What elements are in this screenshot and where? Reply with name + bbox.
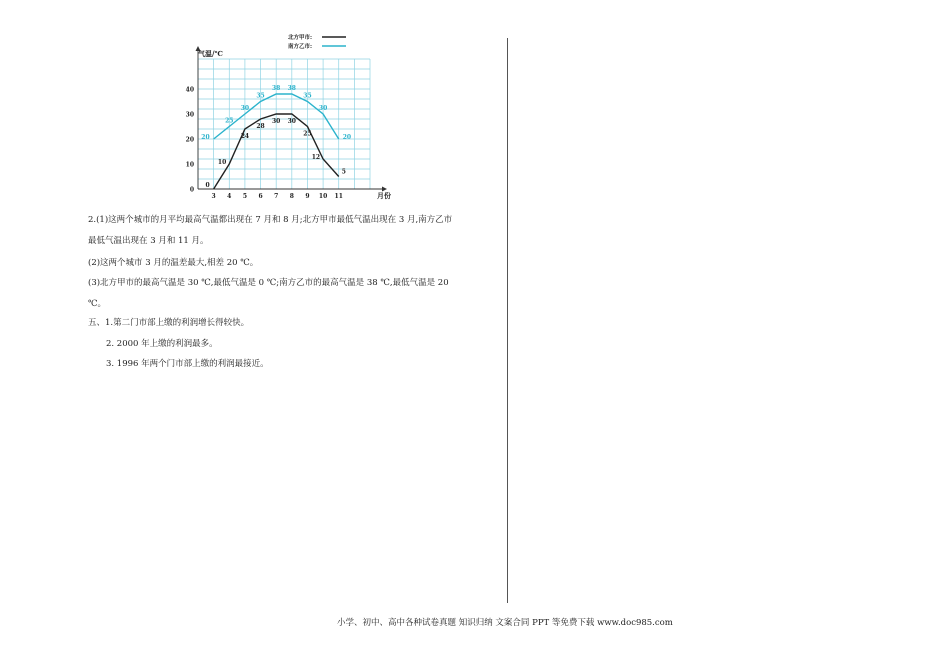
- data-label: 12: [311, 154, 321, 161]
- data-label: 5: [341, 168, 346, 176]
- temperature-line-chart: [180, 28, 395, 208]
- data-label: 20: [342, 134, 352, 141]
- answer-line: ℃。: [88, 299, 107, 309]
- data-label: 10: [217, 159, 227, 166]
- x-tick-label: 11: [334, 193, 343, 200]
- data-label: 35: [256, 92, 265, 100]
- data-label: 30: [287, 118, 296, 125]
- legend-label: 南方乙市:: [288, 44, 313, 50]
- x-tick-label: 6: [258, 193, 263, 200]
- y-tick-label: 20: [185, 136, 194, 144]
- x-tick-label: 9: [305, 193, 310, 200]
- answer-line: 最低气温出现在 3 月和 11 月。: [88, 236, 209, 246]
- y-tick-label: 40: [185, 86, 194, 94]
- x-axis-label: 月份: [377, 191, 391, 200]
- x-tick-label: 7: [274, 193, 279, 200]
- footer-text: 小学、初中、高中各种试卷真题 知识归纳 文案合同 PPT 等免费下载 www.doc985.com: [337, 618, 673, 628]
- y-tick-label: 30: [185, 111, 194, 119]
- data-label: 35: [303, 92, 312, 100]
- answer-line: 2. 2000 年上缴的利润最多。: [106, 339, 218, 349]
- data-label: 0: [205, 182, 210, 189]
- column-divider: [507, 38, 508, 603]
- data-label: 30: [240, 105, 250, 112]
- answer-line: 2.(1)这两个城市的月平均最高气温都出现在 7 月和 8 月;北方甲市最低气温出现在 3 月,南方乙市: [88, 215, 453, 225]
- x-tick-label: 8: [289, 193, 294, 200]
- data-label: 28: [256, 123, 265, 130]
- x-tick-label: 3: [211, 193, 216, 200]
- data-label: 38: [287, 85, 296, 92]
- x-tick-label: 10: [318, 193, 328, 200]
- y-axis-label: 气温/℃: [198, 49, 223, 58]
- x-tick-label: 4: [227, 193, 232, 200]
- answer-line: 五、1.第二门市部上缴的利润增长得较快。: [88, 318, 250, 328]
- data-label: 30: [272, 118, 281, 125]
- legend-label: 北方甲市:: [288, 35, 313, 41]
- y-tick-label: 0: [189, 186, 194, 194]
- data-label: 25: [303, 130, 312, 138]
- data-label: 38: [272, 85, 281, 92]
- y-tick-label: 10: [185, 161, 194, 169]
- answer-line: (2)这两个城市 3 月的温差最大,相差 20 ℃。: [88, 258, 259, 268]
- data-label: 20: [201, 134, 210, 141]
- data-label: 25: [225, 117, 234, 125]
- data-label: 30: [318, 105, 328, 112]
- chart-legend: [288, 33, 346, 50]
- answer-line: 3. 1996 年两个门市部上缴的利润最接近。: [106, 359, 269, 369]
- x-tick-label: 5: [242, 193, 248, 200]
- answer-line: (3)北方甲市的最高气温是 30 ℃,最低气温是 0 ℃;南方乙市的最高气温是 38 ℃,最低气温是 20: [88, 278, 449, 288]
- data-label: 24: [240, 133, 250, 140]
